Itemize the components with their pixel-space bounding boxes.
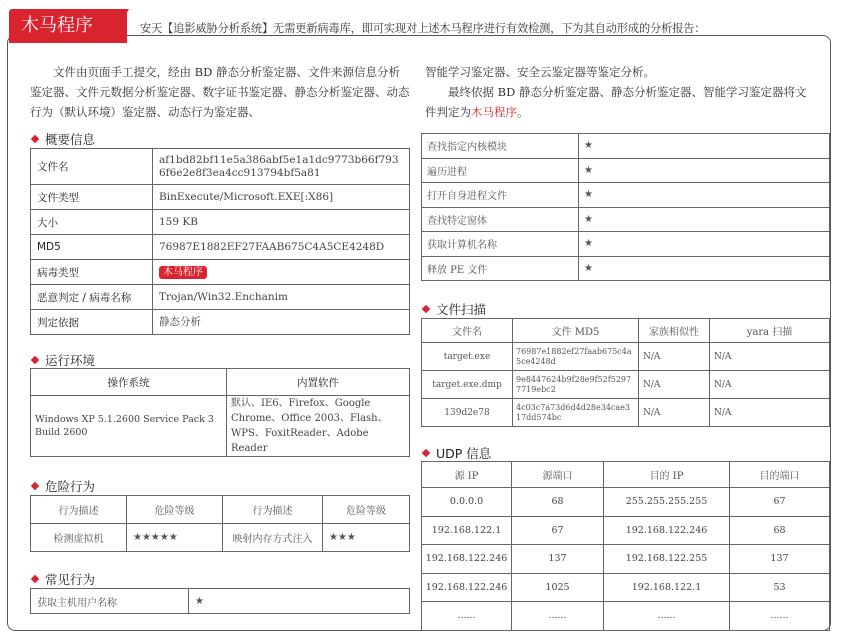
column-header: 操作系统 — [31, 369, 227, 396]
table-row — [422, 232, 830, 257]
udp-dst-port: 53 — [730, 573, 830, 602]
section-filescan-heading — [421, 300, 486, 318]
virus-type-badge: 木马程序 — [159, 266, 207, 279]
scan-md5: 4c03c7a73d6d4d28e34cae317dd574bc — [513, 399, 639, 427]
column-header: 目的 IP — [604, 462, 730, 488]
overview-value: 159 KB — [153, 210, 410, 235]
scan-md5: 76987e1882ef27faab675c4a5ce4248d — [513, 343, 639, 371]
table-row — [31, 210, 410, 235]
overview-value: 76987E1882EF27FAAB675C4A5CE4248D — [153, 235, 410, 260]
section-risk-title: 危险行为 — [45, 479, 96, 494]
overview-value: 静态分析 — [153, 310, 410, 335]
udp-dst-ip: ...... — [604, 602, 730, 631]
table-row — [422, 256, 830, 281]
column-header: 内置软件 — [227, 369, 410, 396]
table-row — [422, 134, 830, 159]
table-row — [422, 158, 830, 183]
intro-right-line2 — [425, 82, 811, 122]
section-filescan-title: 文件扫描 — [436, 302, 487, 317]
overview-value: Trojan/Win32.Enchanim — [153, 285, 410, 310]
scan-family: N/A — [639, 343, 710, 371]
section-common-title: 常见行为 — [45, 572, 96, 587]
behavior-desc: 打开自身进程文件 — [422, 183, 579, 208]
intro-left-paragraph: 文件由页面手工提交，经由 BD 静态分析鉴定器、文件来源信息分析鉴定器、文件元数据分析鉴定器、数字证书鉴定器、静态分析鉴定器、动态行为（默认环境）鉴定器、动态行为鉴定器、 — [30, 65, 410, 119]
overview-key: 恶意判定 / 病毒名称 — [31, 285, 153, 310]
behavior-desc: 释放 PE 文件 — [422, 256, 579, 281]
risk-desc: 检测虚拟机 — [31, 524, 127, 552]
overview-key: 大小 — [31, 210, 153, 235]
brand-tab-notch — [115, 9, 129, 33]
behavior-level: ★ — [579, 134, 830, 159]
table-row — [422, 319, 830, 343]
udp-dst-port: 137 — [730, 545, 830, 574]
udp-src-ip: 0.0.0.0 — [422, 488, 512, 517]
diamond-bullet-icon — [31, 482, 39, 490]
intro-right-line2-prefix: 最终依据 BD 静态分析鉴定器、静态分析鉴定器、智能学习鉴定器将文件判定为 — [425, 85, 807, 119]
table-row — [31, 589, 410, 614]
column-header: 文件名 — [422, 319, 513, 343]
risk-desc: 映射内存方式注入 — [223, 524, 323, 552]
column-header: 源 IP — [422, 462, 512, 488]
behavior-desc: 查找指定内核模块 — [422, 134, 579, 159]
udp-dst-port: 68 — [730, 516, 830, 545]
table-row — [31, 310, 410, 335]
column-header: 行为描述 — [223, 496, 323, 524]
behavior-level: ★ — [579, 158, 830, 183]
table-row — [422, 488, 830, 517]
table-row — [422, 207, 830, 232]
column-header: 危险等级 — [127, 496, 223, 524]
udp-src-ip: 192.168.122.246 — [422, 573, 512, 602]
section-common-heading — [30, 570, 95, 588]
scan-filename: target.exe — [422, 343, 513, 371]
behavior-table — [421, 133, 830, 281]
table-row — [31, 369, 410, 396]
column-header: 危险等级 — [323, 496, 410, 524]
udp-dst-port: ...... — [730, 602, 830, 631]
column-header: 行为描述 — [31, 496, 127, 524]
scan-yara: N/A — [710, 399, 830, 427]
scan-family: N/A — [639, 399, 710, 427]
column-header: yara 扫描 — [710, 319, 830, 343]
table-row — [31, 149, 410, 185]
intro-right-paragraph — [425, 62, 811, 122]
common-table — [30, 588, 410, 614]
table-row — [31, 260, 410, 285]
table-row — [422, 573, 830, 602]
column-header: 目的端口 — [730, 462, 830, 488]
header-notice: 安天【追影威胁分析系统】无需更新病毒库，即可实现对上述木马程序进行有效检测，下为其自动形成的分析报告： — [140, 22, 706, 35]
overview-key: 病毒类型 — [31, 260, 153, 285]
table-row — [422, 371, 830, 399]
column-header: 文件 MD5 — [513, 319, 639, 343]
diamond-bullet-icon — [422, 449, 430, 457]
scan-family: N/A — [639, 371, 710, 399]
brand-tab: 木马程序 — [9, 9, 127, 43]
table-row — [31, 524, 410, 552]
udp-src-port: ...... — [512, 602, 604, 631]
section-environment-heading — [30, 351, 95, 369]
scan-yara: N/A — [710, 371, 830, 399]
table-row — [31, 496, 410, 524]
column-header: 源端口 — [512, 462, 604, 488]
behavior-level: ★ — [579, 232, 830, 257]
overview-key: 文件类型 — [31, 185, 153, 210]
column-header: 家族相似性 — [639, 319, 710, 343]
table-row — [31, 285, 410, 310]
diamond-bullet-icon — [422, 305, 430, 313]
section-overview-heading — [30, 130, 95, 148]
behavior-level: ★ — [579, 256, 830, 281]
common-desc: 获取主机用户名称 — [31, 589, 189, 614]
intro-right-line1: 智能学习鉴定器、安全云鉴定器等鉴定分析。 — [425, 65, 655, 79]
table-row — [422, 602, 830, 631]
overview-table — [30, 148, 410, 335]
udp-src-port: 1025 — [512, 573, 604, 602]
overview-key: 判定依据 — [31, 310, 153, 335]
section-udp-title: UDP 信息 — [436, 446, 492, 461]
udp-src-port: 137 — [512, 545, 604, 574]
table-row — [422, 343, 830, 371]
scan-yara: N/A — [710, 343, 830, 371]
udp-src-ip: ...... — [422, 602, 512, 631]
udp-dst-ip: 192.168.122.255 — [604, 545, 730, 574]
table-row — [422, 516, 830, 545]
udp-src-ip: 192.168.122.246 — [422, 545, 512, 574]
behavior-level: ★ — [579, 183, 830, 208]
os-value: Windows XP 5.1.2600 Service Pack 3 Build 2600 — [31, 396, 227, 457]
environment-table — [30, 368, 410, 457]
risk-level: ★★★★★ — [127, 524, 223, 552]
diamond-bullet-icon — [31, 135, 39, 143]
udp-dst-port: 67 — [730, 488, 830, 517]
behavior-desc: 遍历进程 — [422, 158, 579, 183]
intro-right-line2-suffix: 。 — [517, 105, 529, 119]
table-row — [31, 396, 410, 457]
udp-src-port: 67 — [512, 516, 604, 545]
filescan-table — [421, 318, 830, 427]
verdict-text: 木马程序 — [471, 105, 517, 119]
overview-value: af1bd82bf11e5a386abf5e1a1dc9773b66f7936f6e2e8f3ea4cc913794bf5a81 — [153, 149, 410, 185]
overview-key: MD5 — [31, 235, 153, 260]
behavior-desc: 获取计算机名称 — [422, 232, 579, 257]
section-udp-heading — [421, 444, 491, 462]
scan-filename: 139d2e78 — [422, 399, 513, 427]
table-row — [422, 545, 830, 574]
udp-src-port: 68 — [512, 488, 604, 517]
section-risk-heading — [30, 477, 95, 495]
udp-table — [421, 461, 830, 631]
common-level: ★ — [189, 589, 410, 614]
behavior-desc: 查找特定窗体 — [422, 207, 579, 232]
risk-level: ★★★ — [323, 524, 410, 552]
section-overview-title: 概要信息 — [45, 132, 96, 147]
diamond-bullet-icon — [31, 356, 39, 364]
udp-dst-ip: 255.255.255.255 — [604, 488, 730, 517]
section-environment-title: 运行环境 — [45, 353, 96, 368]
table-row — [31, 185, 410, 210]
table-row — [422, 183, 830, 208]
table-row — [31, 235, 410, 260]
udp-dst-ip: 192.168.122.1 — [604, 573, 730, 602]
udp-src-ip: 192.168.122.1 — [422, 516, 512, 545]
table-row — [422, 399, 830, 427]
risk-table — [30, 495, 410, 552]
scan-md5: 9e8447624b9f28e9f52f52977719ebc2 — [513, 371, 639, 399]
behavior-level: ★ — [579, 207, 830, 232]
diamond-bullet-icon — [31, 575, 39, 583]
overview-key: 文件名 — [31, 149, 153, 185]
udp-dst-ip: 192.168.122.246 — [604, 516, 730, 545]
table-row — [422, 462, 830, 488]
software-value: 默认、IE6、Firefox、Google Chrome、Office 2003、Flash、WPS、FoxitReader、Adobe Reader — [227, 396, 410, 457]
scan-filename: target.exe.dmp — [422, 371, 513, 399]
overview-value: BinExecute/Microsoft.EXE[:X86] — [153, 185, 410, 210]
